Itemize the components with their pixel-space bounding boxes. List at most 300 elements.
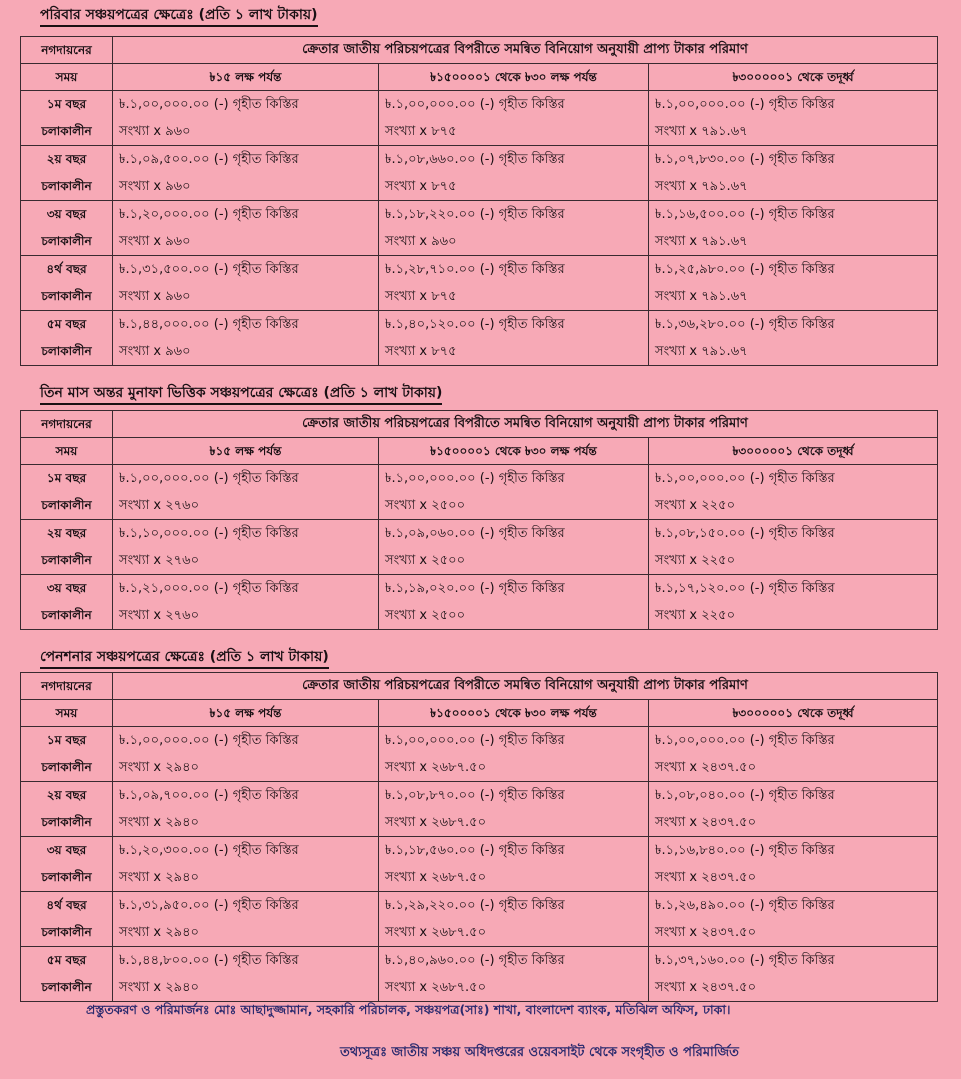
value-cell — [649, 837, 938, 892]
amount-value: ৳.১,৪৪,৮০০.০০ — [119, 953, 210, 968]
column-header: ৳১৫ লক্ষ পর্যন্ত — [113, 700, 379, 727]
amount-value: ৳.১,০০,০০০.০০ — [655, 471, 746, 486]
installment-suffix: (-) গৃহীত কিস্তির — [749, 97, 835, 112]
count-value: ২৬৮৭.৫০ — [431, 980, 487, 995]
count-line — [119, 754, 372, 781]
amount-line — [385, 91, 642, 118]
installment-suffix: (-) গৃহীত কিস্তির — [213, 262, 299, 277]
period-cell — [21, 91, 113, 146]
value-cell — [113, 947, 379, 1002]
value-cell — [649, 782, 938, 837]
value-cell — [113, 837, 379, 892]
count-line — [385, 547, 642, 574]
value-cell — [379, 201, 649, 256]
value-cell — [113, 782, 379, 837]
count-value: ২৬৮৭.৫০ — [431, 815, 487, 830]
amount-line — [655, 892, 931, 919]
count-line — [385, 809, 642, 836]
count-value: ২৬৮৭.৫০ — [431, 925, 487, 940]
installment-suffix: (-) গৃহীত কিস্তির — [749, 953, 835, 968]
period-suffix: চলাকালীন — [41, 870, 92, 884]
amount-value: ৳.১,১৮,২২০.০০ — [385, 207, 476, 222]
count-prefix: সংখ্যা x — [119, 608, 162, 623]
value-cell — [649, 256, 938, 311]
period-suffix: চলাকালীন — [41, 980, 92, 994]
table-row — [21, 256, 938, 311]
table-row — [21, 465, 938, 520]
amount-value: ৳.১,৪৪,০০০.০০ — [119, 317, 210, 332]
count-line — [385, 283, 642, 310]
period-header-line1: নগদায়নের — [21, 673, 113, 700]
count-prefix: সংখ্যা x — [655, 608, 698, 623]
count-prefix: সংখ্যা x — [385, 289, 428, 304]
installment-suffix: (-) গৃহীত কিস্তির — [479, 526, 565, 541]
count-prefix: সংখ্যা x — [385, 179, 428, 194]
count-prefix: সংখ্যা x — [385, 870, 428, 885]
count-value: ৭৯১.৬৭ — [701, 124, 748, 139]
amount-value: ৳.১,১০,০০০.০০ — [119, 526, 210, 541]
installment-suffix: (-) গৃহীত কিস্তির — [479, 262, 565, 277]
value-cell — [649, 465, 938, 520]
amount-line — [655, 727, 931, 754]
period-suffix: চলাকালীন — [41, 815, 92, 829]
count-line — [119, 864, 372, 891]
table-row — [21, 520, 938, 575]
period-year: ১ম বছর — [46, 471, 87, 485]
period-year: ৫ম বছর — [46, 317, 87, 331]
column-header: ৳১৫ লক্ষ পর্যন্ত — [113, 64, 379, 91]
value-cell — [113, 520, 379, 575]
period-header-line2: সময় — [21, 700, 113, 727]
count-prefix: সংখ্যা x — [119, 124, 162, 139]
column-header: ৳৩০০০০০১ থেকে তদূর্ধ্ব — [649, 64, 938, 91]
period-header-line2: সময় — [21, 64, 113, 91]
amount-value: ৳.১,২৫,৯৮০.০০ — [655, 262, 746, 277]
count-value: ২৭৬০ — [165, 498, 200, 513]
amount-value: ৳.১,১৮,৫৬০.০০ — [385, 843, 476, 858]
count-line — [655, 974, 931, 1001]
count-line — [119, 228, 372, 255]
period-year: ৪র্থ বছর — [46, 262, 87, 276]
installment-suffix: (-) গৃহীত কিস্তির — [213, 317, 299, 332]
amount-value: ৳.১,১৬,৮৪০.০০ — [655, 843, 746, 858]
count-prefix: সংখ্যা x — [655, 925, 698, 940]
amount-value: ৳.১,২৬,৪৯০.০০ — [655, 898, 746, 913]
period-year: ২য় বছর — [46, 526, 87, 540]
amount-value: ৳.১,০০,০০০.০০ — [385, 733, 476, 748]
installment-suffix: (-) গৃহীত কিস্তির — [479, 97, 565, 112]
amount-line — [119, 311, 372, 338]
count-prefix: সংখ্যা x — [385, 760, 428, 775]
installment-suffix: (-) গৃহীত কিস্তির — [749, 262, 835, 277]
installment-suffix: (-) গৃহীত কিস্তির — [213, 207, 299, 222]
installment-suffix: (-) গৃহীত কিস্তির — [479, 898, 565, 913]
amount-value: ৳.১,০০,০০০.০০ — [119, 471, 210, 486]
amount-value: ৳.১,০৭,৮৩০.০০ — [655, 152, 746, 167]
table-row — [21, 782, 938, 837]
count-line — [655, 173, 931, 200]
period-cell — [21, 520, 113, 575]
count-prefix: সংখ্যা x — [385, 980, 428, 995]
installment-suffix: (-) গৃহীত কিস্তির — [479, 953, 565, 968]
period-year: ৪র্থ বছর — [46, 898, 87, 912]
count-prefix: সংখ্যা x — [119, 344, 162, 359]
amount-line — [119, 201, 372, 228]
amount-line — [385, 727, 642, 754]
amount-value: ৳.১,৩৬,২৮০.০০ — [655, 317, 746, 332]
count-value: ৯৬০ — [165, 344, 191, 359]
count-prefix: সংখ্যা x — [119, 815, 162, 830]
installment-suffix: (-) গৃহীত কিস্তির — [479, 733, 565, 748]
count-value: ২৪৩৭.৫০ — [701, 925, 757, 940]
count-prefix: সংখ্যা x — [119, 498, 162, 513]
count-value: ২৬৮৭.৫০ — [431, 760, 487, 775]
amount-value: ৳.১,৪০,৯৬০.০০ — [385, 953, 476, 968]
amount-line — [655, 947, 931, 974]
count-prefix: সংখ্যা x — [385, 498, 428, 513]
period-year: ৩য় বছর — [46, 207, 87, 221]
installment-suffix: (-) গৃহীত কিস্তির — [749, 207, 835, 222]
installment-suffix: (-) গৃহীত কিস্তির — [213, 788, 299, 803]
period-suffix: চলাকালীন — [41, 760, 92, 774]
count-line — [655, 492, 931, 519]
count-prefix: সংখ্যা x — [385, 553, 428, 568]
count-line — [119, 118, 372, 145]
value-cell — [113, 727, 379, 782]
count-line — [119, 492, 372, 519]
column-header: ৳১৫ লক্ষ পর্যন্ত — [113, 438, 379, 465]
count-value: ৯৬০ — [165, 289, 191, 304]
amount-line — [385, 465, 642, 492]
amount-value: ৳.১,০৯,৫০০.০০ — [119, 152, 210, 167]
amount-line — [119, 575, 372, 602]
count-value: ২৯৪০ — [165, 870, 200, 885]
amount-value: ৳.১,২১,০০০.০০ — [119, 581, 210, 596]
amount-value: ৳.১,২০,০০০.০০ — [119, 207, 210, 222]
count-line — [385, 974, 642, 1001]
amount-line — [119, 256, 372, 283]
value-cell — [379, 146, 649, 201]
installment-suffix: (-) গৃহীত কিস্তির — [479, 317, 565, 332]
period-cell — [21, 146, 113, 201]
period-cell — [21, 782, 113, 837]
amount-value: ৳.১,০৮,৮৭০.০০ — [385, 788, 476, 803]
value-cell — [649, 947, 938, 1002]
amount-line — [655, 520, 931, 547]
amount-line — [655, 575, 931, 602]
count-prefix: সংখ্যা x — [385, 124, 428, 139]
count-line — [655, 602, 931, 629]
main-header: ক্রেতার জাতীয় পরিচয়পত্রের বিপরীতে সমন্বিত বিনিয়োগ অনুযায়ী প্রাপ্য টাকার পরিমাণ — [113, 37, 938, 64]
count-prefix: সংখ্যা x — [119, 234, 162, 249]
table-row — [21, 892, 938, 947]
count-line — [119, 919, 372, 946]
amount-line — [119, 892, 372, 919]
amount-value: ৳.১,০০,০০০.০০ — [655, 733, 746, 748]
value-cell — [379, 837, 649, 892]
count-value: ২৯৪০ — [165, 760, 200, 775]
count-value: ২৯৪০ — [165, 925, 200, 940]
amount-line — [119, 837, 372, 864]
count-value: ৭৯১.৬৭ — [701, 234, 748, 249]
section-title: পরিবার সঞ্চয়পত্রের ক্ষেত্রেঃ (প্রতি ১ লাখ টাকায়) — [40, 6, 318, 27]
count-prefix: সংখ্যা x — [655, 760, 698, 775]
count-value: ৮৭৫ — [431, 344, 457, 359]
amount-line — [385, 201, 642, 228]
installment-suffix: (-) গৃহীত কিস্তির — [213, 953, 299, 968]
count-line — [385, 228, 642, 255]
value-cell — [113, 892, 379, 947]
period-cell — [21, 837, 113, 892]
amount-line — [385, 837, 642, 864]
count-prefix: সংখ্যা x — [655, 815, 698, 830]
value-cell — [379, 520, 649, 575]
savings-table — [20, 672, 938, 1002]
count-prefix: সংখ্যা x — [119, 553, 162, 568]
installment-suffix: (-) গৃহীত কিস্তির — [213, 471, 299, 486]
value-cell — [113, 91, 379, 146]
count-line — [655, 547, 931, 574]
amount-value: ৳.১,০৮,৬৬০.০০ — [385, 152, 476, 167]
count-line — [655, 864, 931, 891]
installment-suffix: (-) গৃহীত কিস্তির — [479, 207, 565, 222]
count-value: ৭৯১.৬৭ — [701, 179, 748, 194]
amount-line — [385, 575, 642, 602]
period-year: ২য় বছর — [46, 788, 87, 802]
installment-suffix: (-) গৃহীত কিস্তির — [749, 471, 835, 486]
value-cell — [649, 311, 938, 366]
header-row — [21, 411, 938, 438]
count-line — [385, 338, 642, 365]
count-prefix: সংখ্যা x — [655, 553, 698, 568]
value-cell — [113, 465, 379, 520]
count-prefix: সংখ্যা x — [119, 980, 162, 995]
period-suffix: চলাকালীন — [41, 234, 92, 248]
count-line — [655, 338, 931, 365]
count-line — [385, 118, 642, 145]
amount-line — [119, 465, 372, 492]
amount-line — [655, 201, 931, 228]
count-value: ২৭৬০ — [165, 608, 200, 623]
count-line — [655, 809, 931, 836]
amount-value: ৳.১,০০,০০০.০০ — [119, 733, 210, 748]
amount-value: ৳.১,২৯,২২০.০০ — [385, 898, 476, 913]
count-line — [385, 492, 642, 519]
period-suffix: চলাকালীন — [41, 289, 92, 303]
installment-suffix: (-) গৃহীত কিস্তির — [479, 843, 565, 858]
column-header: ৳৩০০০০০১ থেকে তদূর্ধ্ব — [649, 438, 938, 465]
count-value: ২৯৪০ — [165, 815, 200, 830]
amount-line — [655, 146, 931, 173]
period-cell — [21, 575, 113, 630]
period-year: ১ম বছর — [46, 733, 87, 747]
amount-line — [385, 892, 642, 919]
value-cell — [649, 520, 938, 575]
amount-value: ৳.১,০৮,১৫০.০০ — [655, 526, 746, 541]
period-suffix: চলাকালীন — [41, 498, 92, 512]
count-value: ৯৬০ — [165, 124, 191, 139]
period-suffix: চলাকালীন — [41, 179, 92, 193]
column-header: ৳৩০০০০০১ থেকে তদূর্ধ্ব — [649, 700, 938, 727]
source-note: তথ্যসূত্রঃ জাতীয় সঞ্চয় অধিদপ্তরের ওয়েবসাইট থেকে সংগৃহীত ও পরিমার্জিত — [340, 1045, 739, 1060]
amount-value: ৳.১,০০,০০০.০০ — [119, 97, 210, 112]
value-cell — [649, 201, 938, 256]
table-row — [21, 575, 938, 630]
count-prefix: সংখ্যা x — [655, 289, 698, 304]
column-header: ৳১৫০০০০১ থেকে ৳৩০ লক্ষ পর্যন্ত — [379, 438, 649, 465]
period-year: ৩য় বছর — [46, 581, 87, 595]
amount-value: ৳.১,০৯,৭০০.০০ — [119, 788, 210, 803]
count-line — [655, 283, 931, 310]
count-prefix: সংখ্যা x — [655, 124, 698, 139]
period-suffix: চলাকালীন — [41, 608, 92, 622]
savings-table — [20, 410, 938, 630]
period-header-line2: সময় — [21, 438, 113, 465]
count-line — [119, 338, 372, 365]
value-cell — [649, 575, 938, 630]
amount-line — [119, 782, 372, 809]
amount-line — [655, 256, 931, 283]
prepared-by-note: প্রস্তুতকরণ ও পরিমার্জনঃ মোঃ আছাদুজ্জামান, সহকারি পরিচালক, সঞ্চয়পত্র(সাঃ) শাখা, বাংলাদেশ ব্যাংক, মতিঝিল অফিস, ঢাকা। — [86, 1002, 731, 1017]
count-line — [119, 602, 372, 629]
count-value: ৯৬০ — [165, 234, 191, 249]
installment-suffix: (-) গৃহীত কিস্তির — [213, 152, 299, 167]
count-prefix: সংখ্যা x — [385, 234, 428, 249]
count-value: ৯৬০ — [165, 179, 191, 194]
count-prefix: সংখ্যা x — [655, 870, 698, 885]
count-value: ২৫০০ — [431, 608, 466, 623]
period-cell — [21, 201, 113, 256]
period-suffix: চলাকালীন — [41, 553, 92, 567]
installment-suffix: (-) গৃহীত কিস্তির — [749, 581, 835, 596]
period-year: ৩য় বছর — [46, 843, 87, 857]
installment-suffix: (-) গৃহীত কিস্তির — [479, 788, 565, 803]
count-value: ২২৫০ — [701, 553, 736, 568]
table-row — [21, 837, 938, 892]
count-line — [385, 173, 642, 200]
amount-line — [655, 311, 931, 338]
count-prefix: সংখ্যা x — [655, 234, 698, 249]
installment-suffix: (-) গৃহীত কিস্তির — [213, 733, 299, 748]
count-line — [385, 602, 642, 629]
column-header: ৳১৫০০০০১ থেকে ৳৩০ লক্ষ পর্যন্ত — [379, 700, 649, 727]
amount-value: ৳.১,০০,০০০.০০ — [385, 471, 476, 486]
table-row — [21, 146, 938, 201]
count-line — [119, 283, 372, 310]
main-header: ক্রেতার জাতীয় পরিচয়পত্রের বিপরীতে সমন্বিত বিনিয়োগ অনুযায়ী প্রাপ্য টাকার পরিমাণ — [113, 411, 938, 438]
value-cell — [113, 575, 379, 630]
count-prefix: সংখ্যা x — [385, 925, 428, 940]
header-row — [21, 64, 938, 91]
value-cell — [379, 782, 649, 837]
count-line — [385, 864, 642, 891]
value-cell — [113, 201, 379, 256]
value-cell — [379, 91, 649, 146]
installment-suffix: (-) গৃহীত কিস্তির — [479, 471, 565, 486]
period-suffix: চলাকালীন — [41, 925, 92, 939]
count-value: ৭৯১.৬৭ — [701, 344, 748, 359]
table-row — [21, 91, 938, 146]
main-header: ক্রেতার জাতীয় পরিচয়পত্রের বিপরীতে সমন্বিত বিনিয়োগ অনুযায়ী প্রাপ্য টাকার পরিমাণ — [113, 673, 938, 700]
amount-line — [385, 520, 642, 547]
installment-suffix: (-) গৃহীত কিস্তির — [749, 526, 835, 541]
count-line — [119, 173, 372, 200]
amount-line — [655, 782, 931, 809]
value-cell — [649, 146, 938, 201]
count-prefix: সংখ্যা x — [119, 289, 162, 304]
count-prefix: সংখ্যা x — [119, 760, 162, 775]
installment-suffix: (-) গৃহীত কিস্তির — [749, 317, 835, 332]
count-value: ৭৯১.৬৭ — [701, 289, 748, 304]
amount-value: ৳.১,০৮,০৪০.০০ — [655, 788, 746, 803]
savings-table — [20, 36, 938, 366]
amount-line — [655, 91, 931, 118]
value-cell — [379, 892, 649, 947]
count-prefix: সংখ্যা x — [119, 179, 162, 194]
count-value: ২২৫০ — [701, 608, 736, 623]
period-year: ২য় বছর — [46, 152, 87, 166]
period-cell — [21, 892, 113, 947]
count-prefix: সংখ্যা x — [119, 870, 162, 885]
installment-suffix: (-) গৃহীত কিস্তির — [213, 97, 299, 112]
table-row — [21, 727, 938, 782]
installment-suffix: (-) গৃহীত কিস্তির — [213, 526, 299, 541]
period-header-line1: নগদায়নের — [21, 37, 113, 64]
period-cell — [21, 727, 113, 782]
amount-value: ৳.১,২৮,৭১০.০০ — [385, 262, 476, 277]
section-title: পেনশনার সঞ্চয়পত্রের ক্ষেত্রেঃ (প্রতি ১ লাখ টাকায়) — [40, 648, 329, 669]
value-cell — [379, 947, 649, 1002]
amount-value: ৳.১,৩১,৯৫০.০০ — [119, 898, 210, 913]
count-prefix: সংখ্যা x — [119, 925, 162, 940]
value-cell — [113, 311, 379, 366]
amount-line — [119, 947, 372, 974]
amount-line — [119, 520, 372, 547]
value-cell — [113, 256, 379, 311]
amount-line — [655, 837, 931, 864]
period-year: ৫ম বছর — [46, 953, 87, 967]
count-value: ২৬৮৭.৫০ — [431, 870, 487, 885]
amount-value: ৳.১,৩৭,১৬০.০০ — [655, 953, 746, 968]
amount-line — [385, 782, 642, 809]
amount-value: ৳.১,২০,৩০০.০০ — [119, 843, 210, 858]
header-row — [21, 438, 938, 465]
value-cell — [379, 256, 649, 311]
count-prefix: সংখ্যা x — [655, 344, 698, 359]
amount-line — [655, 465, 931, 492]
table-row — [21, 947, 938, 1002]
count-prefix: সংখ্যা x — [655, 980, 698, 995]
amount-value: ৳.১,১৯,০২০.০০ — [385, 581, 476, 596]
value-cell — [649, 727, 938, 782]
value-cell — [379, 575, 649, 630]
installment-suffix: (-) গৃহীত কিস্তির — [479, 152, 565, 167]
count-line — [119, 809, 372, 836]
count-line — [655, 118, 931, 145]
amount-line — [385, 146, 642, 173]
count-value: ২৭৬০ — [165, 553, 200, 568]
count-line — [385, 754, 642, 781]
period-suffix: চলাকালীন — [41, 344, 92, 358]
period-cell — [21, 465, 113, 520]
header-row — [21, 700, 938, 727]
amount-value: ৳.১,৪০,১২০.০০ — [385, 317, 476, 332]
count-prefix: সংখ্যা x — [385, 608, 428, 623]
count-prefix: সংখ্যা x — [385, 815, 428, 830]
amount-line — [385, 256, 642, 283]
value-cell — [649, 91, 938, 146]
table-row — [21, 311, 938, 366]
